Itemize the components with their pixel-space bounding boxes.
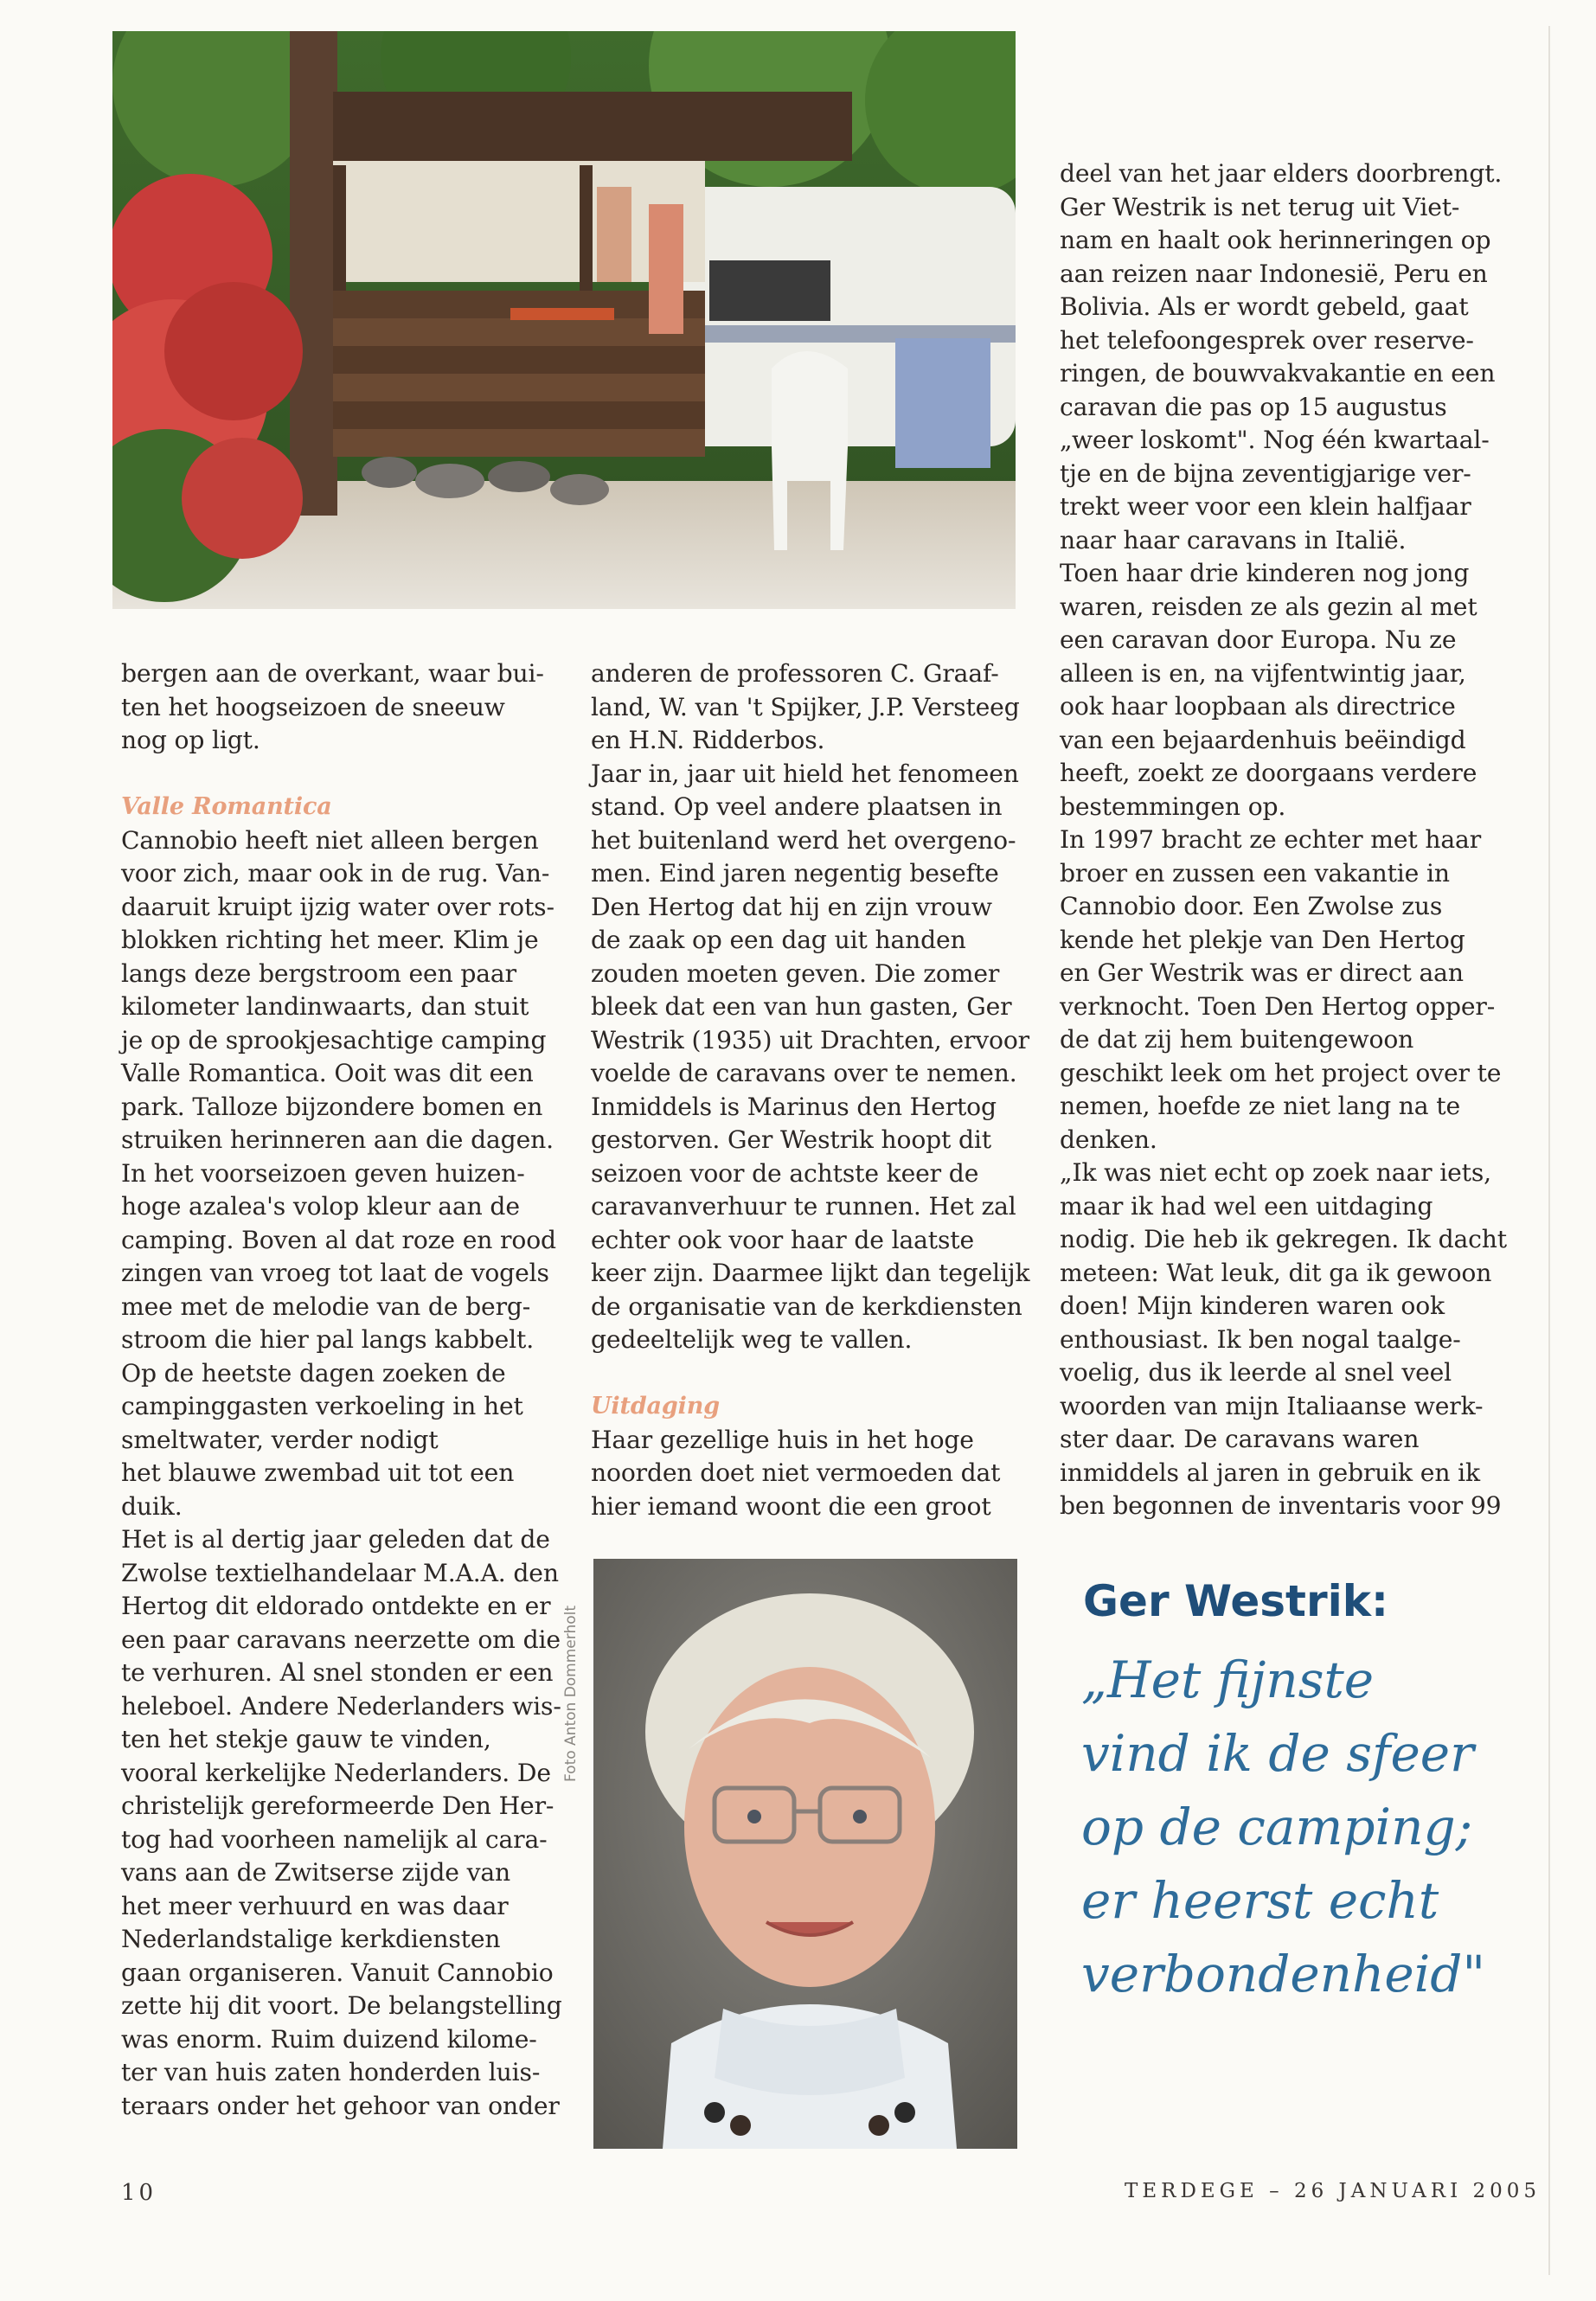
text-line: en H.N. Ridderbos. bbox=[591, 726, 825, 754]
section-heading-uitdaging: Uitdaging bbox=[591, 1393, 720, 1420]
text-line: gedeeltelijk weg te vallen. bbox=[591, 1325, 913, 1354]
text-line: Jaar in, jaar uit hield het fenomeen bbox=[591, 759, 1019, 788]
text-line: Westrik (1935) uit Drachten, ervoor bbox=[591, 1025, 1029, 1054]
text-line: inmiddels al jaren in gebruik en ik bbox=[1060, 1458, 1480, 1487]
text-line: Ger Westrik is net terug uit Viet- bbox=[1060, 192, 1460, 221]
article-column-1 bbox=[121, 657, 562, 2123]
text-line: was enorm. Ruim duizend kilome- bbox=[121, 2024, 537, 2054]
text-line: land, W. van 't Spijker, J.P. Versteeg bbox=[591, 692, 1020, 721]
text-line: nam en haalt ook herinneringen op bbox=[1060, 226, 1491, 254]
camping-photo-illustration bbox=[112, 31, 1016, 609]
portrait-illustration bbox=[593, 1559, 1017, 2149]
text-line: Den Hertog dat hij en zijn vrouw bbox=[591, 892, 992, 921]
text-line: „Ik was niet echt op zoek naar iets, bbox=[1060, 1158, 1491, 1187]
text-line: gaan organiseren. Vanuit Cannobio bbox=[121, 1958, 554, 1987]
text-line: woorden van mijn Italiaanse werk- bbox=[1060, 1391, 1484, 1420]
pullquote-line: „Het fijnste bbox=[1081, 1650, 1375, 1709]
text-line: noorden doet niet vermoeden dat bbox=[591, 1458, 1001, 1487]
text-line: enthousiast. Ik ben nogal taalge- bbox=[1060, 1324, 1461, 1354]
text-line: struiken herinneren aan die dagen. bbox=[121, 1125, 554, 1154]
publication-footer: TERDEGE – 26 JANUARI 2005 bbox=[1125, 2180, 1542, 2202]
text-line: Valle Romantica. Ooit was dit een bbox=[121, 1059, 534, 1087]
text-line: langs deze bergstroom een paar bbox=[121, 958, 516, 988]
pullquote-line: vind ik de sfeer bbox=[1081, 1724, 1474, 1783]
text-line: een paar caravans neerzette om die bbox=[121, 1625, 561, 1654]
text-line: Het is al dertig jaar geleden dat de bbox=[121, 1525, 550, 1554]
text-line: teraars onder het gehoor van onder bbox=[121, 2091, 560, 2120]
article-column-2 bbox=[591, 657, 1029, 1523]
text-line: van een bejaardenhuis beëindigd bbox=[1060, 725, 1466, 754]
text-line: het buitenland werd het overgeno- bbox=[591, 825, 1016, 855]
text-line: de zaak op een dag uit handen bbox=[591, 926, 966, 954]
portrait-photo bbox=[593, 1559, 1017, 2149]
text-line: Op de heetste dagen zoeken de bbox=[121, 1358, 506, 1388]
text-line: stand. Op veel andere plaatsen in bbox=[591, 792, 1003, 821]
text-line: nog op ligt. bbox=[121, 726, 260, 754]
text-line: bestemmingen op. bbox=[1060, 792, 1286, 821]
text-line: het meer verhuurd en was daar bbox=[121, 1891, 509, 1920]
text-line: tog had voorheen namelijk al cara- bbox=[121, 1824, 548, 1854]
text-line: camping. Boven al dat roze en rood bbox=[121, 1225, 556, 1254]
text-line: hoge azalea's volop kleur aan de bbox=[121, 1192, 520, 1221]
text-line: alleen is en, na vijfentwintig jaar, bbox=[1060, 658, 1466, 688]
text-line: In het voorseizoen geven huizen- bbox=[121, 1158, 525, 1188]
text-line: ringen, de bouwvakvakantie en een bbox=[1060, 359, 1496, 388]
text-line: Inmiddels is Marinus den Hertog bbox=[591, 1092, 997, 1121]
text-line: vans aan de Zwitserse zijde van bbox=[121, 1858, 511, 1887]
text-line: Toen haar drie kinderen nog jong bbox=[1060, 559, 1470, 587]
text-line: denken. bbox=[1060, 1125, 1157, 1154]
text-line: duik. bbox=[121, 1491, 183, 1521]
text-line: voelig, dus ik leerde al snel veel bbox=[1060, 1358, 1452, 1387]
text-line: In 1997 bracht ze echter met haar bbox=[1060, 825, 1482, 854]
text-line: ten het stekje gauw te vinden, bbox=[121, 1725, 491, 1753]
text-line: geschikt leek om het project over te bbox=[1060, 1058, 1502, 1087]
text-line: bergen aan de overkant, waar bui- bbox=[121, 659, 544, 688]
text-line: zouden moeten geven. Die zomer bbox=[591, 958, 1000, 988]
text-line: meteen: Wat leuk, dit ga ik gewoon bbox=[1060, 1258, 1492, 1287]
text-line: heeft, zoekt ze doorgaans verdere bbox=[1060, 759, 1477, 787]
text-line: nodig. Die heb ik gekregen. Ik dacht bbox=[1060, 1225, 1507, 1253]
text-line: daaruit kruipt ijzig water over rots- bbox=[121, 892, 554, 921]
text-line: Cannobio heeft niet alleen bergen bbox=[121, 825, 539, 855]
text-line: een caravan door Europa. Nu ze bbox=[1060, 625, 1457, 654]
text-line: campinggasten verkoeling in het bbox=[121, 1392, 523, 1420]
text-line: seizoen voor de achtste keer de bbox=[591, 1158, 979, 1188]
text-line: park. Talloze bijzondere bomen en bbox=[121, 1092, 543, 1121]
text-line: Cannobio door. Een Zwolse zus bbox=[1060, 892, 1443, 920]
text-line: ten het hoogseizoen de sneeuw bbox=[121, 692, 505, 721]
text-line: broer en zussen een vakantie in bbox=[1060, 858, 1450, 888]
text-line: het blauwe zwembad uit tot een bbox=[121, 1458, 515, 1487]
text-line: te verhuren. Al snel stonden er een bbox=[121, 1658, 554, 1687]
text-line: tje en de bijna zeventigjarige ver- bbox=[1060, 458, 1471, 488]
text-line: zingen van vroeg tot laat de vogels bbox=[121, 1259, 549, 1287]
text-line: verknocht. Toen Den Hertog opper- bbox=[1060, 991, 1496, 1021]
text-line: deel van het jaar elders doorbrengt. bbox=[1060, 159, 1503, 188]
text-line: nemen, hoefde ze niet lang na te bbox=[1060, 1092, 1460, 1120]
text-line: ook haar loopbaan als directrice bbox=[1060, 692, 1456, 721]
text-line: bleek dat een van hun gasten, Ger bbox=[591, 992, 1012, 1021]
text-line: smeltwater, verder nodigt bbox=[121, 1425, 439, 1454]
text-line: hier iemand woont die een groot bbox=[591, 1491, 991, 1521]
photo-credit: Foto Anton Dommerholt bbox=[562, 1605, 580, 1782]
text-line: je op de sprookjesachtige camping bbox=[121, 1025, 547, 1054]
text-line: mee met de melodie van de berg- bbox=[121, 1292, 531, 1321]
text-line: gestorven. Ger Westrik hoopt dit bbox=[591, 1125, 991, 1154]
pullquote-line: op de camping; bbox=[1081, 1798, 1473, 1856]
text-line: caravan die pas op 15 augustus bbox=[1060, 392, 1447, 421]
text-line: en Ger Westrik was er direct aan bbox=[1060, 958, 1464, 987]
page-edge-rule bbox=[1548, 26, 1550, 2275]
camping-photo bbox=[112, 31, 1016, 609]
text-line: christelijk gereformeerde Den Her- bbox=[121, 1791, 554, 1820]
text-line: heleboel. Andere Nederlanders wis- bbox=[121, 1691, 561, 1721]
section-heading-valle-romantica: Valle Romantica bbox=[121, 793, 332, 820]
text-line: echter ook voor haar de laatste bbox=[591, 1225, 975, 1254]
text-line: trekt weer voor een klein halfjaar bbox=[1060, 492, 1471, 521]
page-number: 10 bbox=[121, 2180, 157, 2206]
text-line: stroom die hier pal langs kabbelt. bbox=[121, 1325, 535, 1354]
pullquote-line: verbondenheid" bbox=[1081, 1945, 1486, 2003]
pullquote-text bbox=[1081, 1644, 1531, 2011]
text-line: naar haar caravans in Italië. bbox=[1060, 525, 1407, 554]
text-line: kilometer landinwaarts, dan stuit bbox=[121, 992, 529, 1021]
text-line: maar ik had wel een uitdaging bbox=[1060, 1191, 1433, 1221]
text-line: aan reizen naar Indonesië, Peru en bbox=[1060, 259, 1488, 288]
text-line: caravanverhuur te runnen. Het zal bbox=[591, 1192, 1016, 1221]
text-line: anderen de professoren C. Graaf- bbox=[591, 659, 999, 688]
text-line: voelde de caravans over te nemen. bbox=[591, 1059, 1017, 1087]
text-line: Haar gezellige huis in het hoge bbox=[591, 1425, 974, 1454]
text-line: de organisatie van de kerkdiensten bbox=[591, 1292, 1022, 1321]
text-line: kende het plekje van Den Hertog bbox=[1060, 925, 1465, 954]
text-line: zette hij dit voort. De belangstelling bbox=[121, 1991, 562, 2020]
text-line: waren, reisden ze als gezin al met bbox=[1060, 592, 1477, 621]
text-line: doen! Mijn kinderen waren ook bbox=[1060, 1292, 1445, 1320]
text-line: Bolivia. Als er wordt gebeld, gaat bbox=[1060, 292, 1469, 321]
pullquote-line: er heerst echt bbox=[1081, 1871, 1439, 1930]
text-line: Nederlandstalige kerkdiensten bbox=[121, 1925, 501, 1953]
text-line: voor zich, maar ook in de rug. Van- bbox=[121, 859, 550, 888]
article-column-3 bbox=[1060, 157, 1507, 1523]
text-line: Hertog dit eldorado ontdekte en er bbox=[121, 1592, 551, 1620]
text-line: Zwolse textielhandelaar M.A.A. den bbox=[121, 1558, 559, 1587]
text-line: keer zijn. Daarmee lijkt dan tegelijk bbox=[591, 1259, 1030, 1287]
text-line: vooral kerkelijke Nederlanders. De bbox=[121, 1758, 551, 1787]
text-line: „weer loskomt". Nog één kwartaal- bbox=[1060, 426, 1490, 454]
text-line: men. Eind jaren negentig besefte bbox=[591, 859, 999, 888]
text-line: het telefoongesprek over reserve- bbox=[1060, 325, 1474, 355]
text-line: ster daar. De caravans waren bbox=[1060, 1425, 1420, 1453]
text-line: blokken richting het meer. Klim je bbox=[121, 926, 539, 954]
pullquote-name: Ger Westrik: bbox=[1083, 1576, 1389, 1626]
text-line: de dat zij hem buitengewoon bbox=[1060, 1025, 1414, 1054]
text-line: ben begonnen de inventaris voor 99 bbox=[1060, 1491, 1502, 1520]
text-line: ter van huis zaten honderden luis- bbox=[121, 2058, 541, 2086]
